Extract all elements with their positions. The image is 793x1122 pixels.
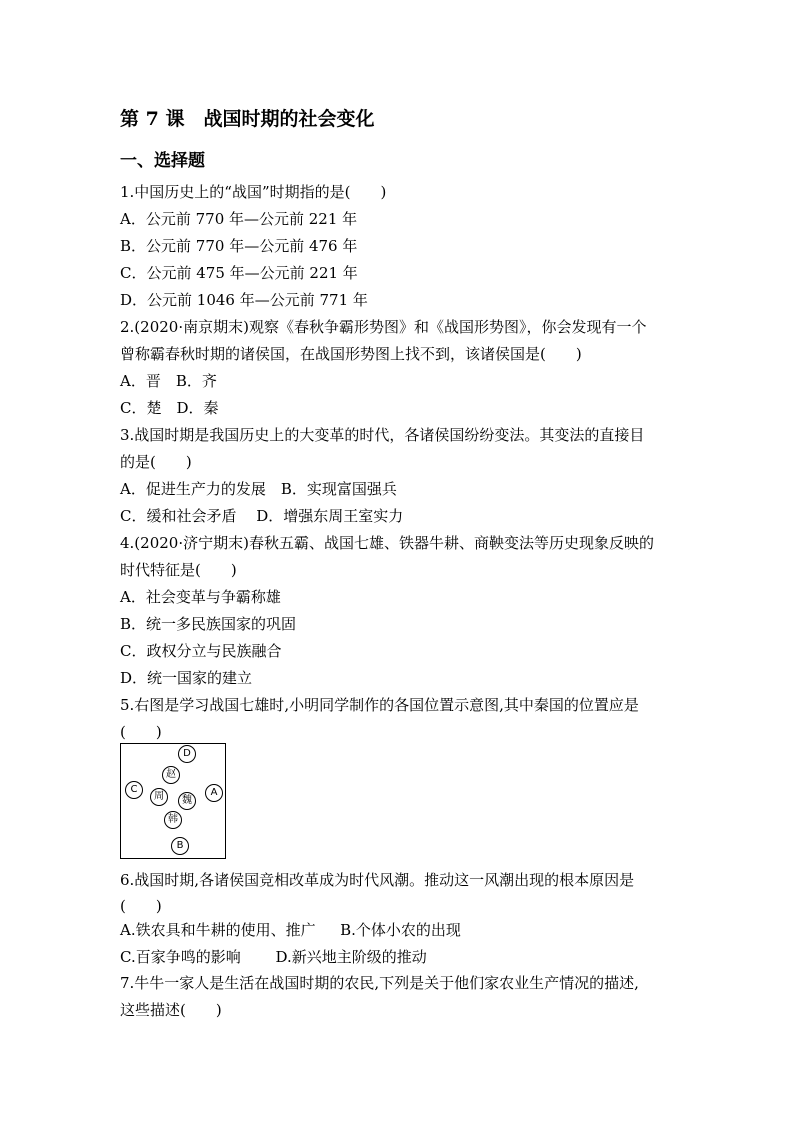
q4-option-b: B．统一多民族国家的巩固	[120, 615, 297, 633]
q1-option-b: B．公元前 770 年—公元前 476 年	[120, 237, 358, 255]
q6-options-cd: C.百家争鸣的影响 D.新兴地主阶级的推动	[120, 948, 427, 966]
circle-zhou: 周	[150, 788, 168, 806]
circle-a: A	[205, 784, 223, 802]
q2-options-ab: A．晋 B．齐	[120, 372, 217, 390]
q1-option-d: D．公元前 1046 年—公元前 771 年	[120, 291, 368, 309]
q4-option-d: D．统一国家的建立	[120, 669, 253, 687]
question-6-cont: ( )	[120, 897, 162, 915]
states-position-diagram	[120, 743, 226, 859]
section-heading: 一、选择题	[120, 151, 205, 171]
q6-options-ab: A.铁农具和牛耕的使用、推广 B.个体小农的出现	[120, 921, 461, 939]
question-3-cont: 的是( )	[120, 453, 192, 471]
question-4-cont: 时代特征是( )	[120, 561, 237, 579]
q4-option-c: C．政权分立与民族融合	[120, 642, 282, 660]
question-7-cont: 这些描述( )	[120, 1001, 222, 1019]
question-5-cont: ( )	[120, 723, 162, 741]
circle-b: B	[171, 837, 189, 855]
q3-options-ab: A．促进生产力的发展 B．实现富国强兵	[120, 480, 397, 498]
q1-option-c: C．公元前 475 年—公元前 221 年	[120, 264, 358, 282]
circle-han: 韩	[164, 811, 182, 829]
circle-wei: 魏	[178, 792, 196, 810]
lesson-title: 第 7 课 战国时期的社会变化	[120, 108, 375, 130]
question-4: 4.(2020·济宁期末)春秋五霸、战国七雄、铁器牛耕、商鞅变法等历史现象反映的	[120, 534, 654, 552]
circle-zhao: 赵	[162, 766, 180, 784]
circle-c: C	[125, 781, 143, 799]
q2-options-cd: C．楚 D．秦	[120, 399, 219, 417]
question-7: 7.牛牛一家人是生活在战国时期的农民,下列是关于他们家农业生产情况的描述,	[120, 974, 639, 992]
question-3: 3.战国时期是我国历史上的大变革的时代，各诸侯国纷纷变法。其变法的直接目	[120, 426, 645, 444]
q1-option-a: A．公元前 770 年—公元前 221 年	[120, 210, 358, 228]
question-5: 5.右图是学习战国七雄时,小明同学制作的各国位置示意图,其中秦国的位置应是	[120, 696, 639, 714]
q4-option-a: A．社会变革与争霸称雄	[120, 588, 281, 606]
question-1: 1.中国历史上的“战国”时期指的是( )	[120, 183, 387, 201]
question-2: 2.(2020·南京期末)观察《春秋争霸形势图》和《战国形势图》，你会发现有一个	[120, 318, 647, 336]
question-2-cont: 曾称霸春秋时期的诸侯国，在战国形势图上找不到，该诸侯国是( )	[120, 345, 582, 363]
question-6: 6.战国时期,各诸侯国竞相改革成为时代风潮。推动这一风潮出现的根本原因是	[120, 871, 635, 889]
circle-d: D	[178, 745, 196, 763]
q3-options-cd: C．缓和社会矛盾 D．增强东周王室实力	[120, 507, 404, 525]
